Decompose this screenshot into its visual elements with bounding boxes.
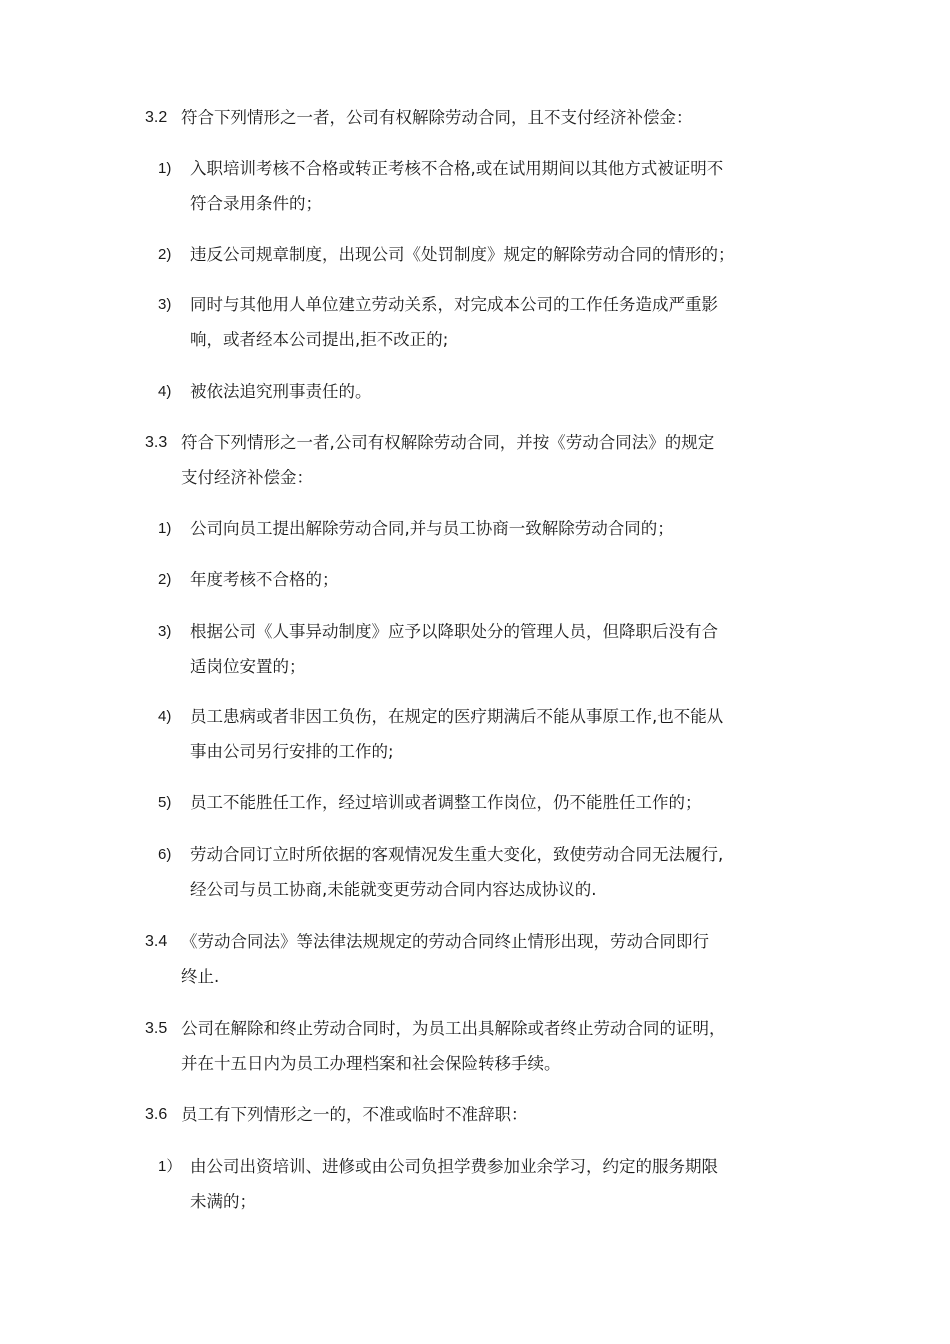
item-text: 员工不能胜任工作，经过培训或者调整工作岗位，仍不能胜任工作的；	[190, 793, 702, 812]
item-text: 入职培训考核不合格或转正考核不合格,或在试用期间以其他方式被证明不	[190, 159, 724, 178]
item-text: 由公司出资培训、进修或由公司负担学费参加业余学习，约定的服务期限	[190, 1157, 718, 1176]
item-label: 4)	[158, 383, 172, 400]
item-text: 符合录用条件的；	[190, 194, 322, 213]
section-text: 《劳动合同法》等法律法规规定的劳动合同终止情形出现，劳动合同即行	[181, 932, 709, 951]
item-text: 响，或者经本公司提出,拒不改正的;	[190, 330, 449, 349]
item-label: 4)	[158, 708, 172, 725]
section-text: 并在十五日内为员工办理档案和社会保险转移手续。	[181, 1054, 561, 1073]
item-text: 劳动合同订立时所依据的客观情况发生重大变化，致使劳动合同无法履行,	[190, 845, 724, 864]
item-text: 事由公司另行安排的工作的;	[190, 742, 394, 761]
item-text: 年度考核不合格的；	[190, 570, 339, 589]
item-text: 公司向员工提出解除劳动合同,并与员工协商一致解除劳动合同的；	[190, 519, 674, 538]
item-text: 未满的；	[190, 1192, 256, 1211]
item-label: 2)	[158, 571, 172, 588]
item-label: 1)	[158, 520, 172, 537]
section-number: 3.4	[145, 933, 168, 950]
item-label: 3)	[158, 296, 172, 313]
item-text: 根据公司《人事异动制度》应予以降职处分的管理人员，但降职后没有合	[190, 622, 718, 641]
item-text: 被依法追究刑事责任的。	[190, 382, 372, 401]
item-text: 同时与其他用人单位建立劳动关系，对完成本公司的工作任务造成严重影	[190, 295, 718, 314]
item-label: 6)	[158, 846, 172, 863]
section-text: 符合下列情形之一者,公司有权解除劳动合同，并按《劳动合同法》的规定	[181, 433, 715, 452]
section-text: 终止.	[181, 967, 220, 986]
item-text: 适岗位安置的；	[190, 657, 306, 676]
section-number: 3.3	[145, 434, 168, 451]
section-text: 公司在解除和终止劳动合同时，为员工出具解除或者终止劳动合同的证明，	[181, 1019, 726, 1038]
item-text: 违反公司规章制度，出现公司《处罚制度》规定的解除劳动合同的情形的；	[190, 245, 735, 264]
item-label: 5)	[158, 794, 172, 811]
item-label: 2)	[158, 246, 172, 263]
item-label: 1)	[158, 160, 172, 177]
item-label: 1）	[158, 1158, 182, 1175]
item-text: 经公司与员工协商,未能就变更劳动合同内容达成协议的.	[190, 880, 597, 899]
section-number: 3.6	[145, 1106, 168, 1123]
item-label: 3)	[158, 623, 172, 640]
section-text: 支付经济补偿金：	[181, 468, 313, 487]
section-text: 员工有下列情形之一的，不准或临时不准辞职：	[181, 1105, 528, 1124]
item-text: 员工患病或者非因工负伤，在规定的医疗期满后不能从事原工作,也不能从	[190, 707, 724, 726]
section-text: 符合下列情形之一者，公司有权解除劳动合同，且不支付经济补偿金：	[181, 108, 693, 127]
section-number: 3.2	[145, 109, 168, 126]
section-number: 3.5	[145, 1020, 168, 1037]
